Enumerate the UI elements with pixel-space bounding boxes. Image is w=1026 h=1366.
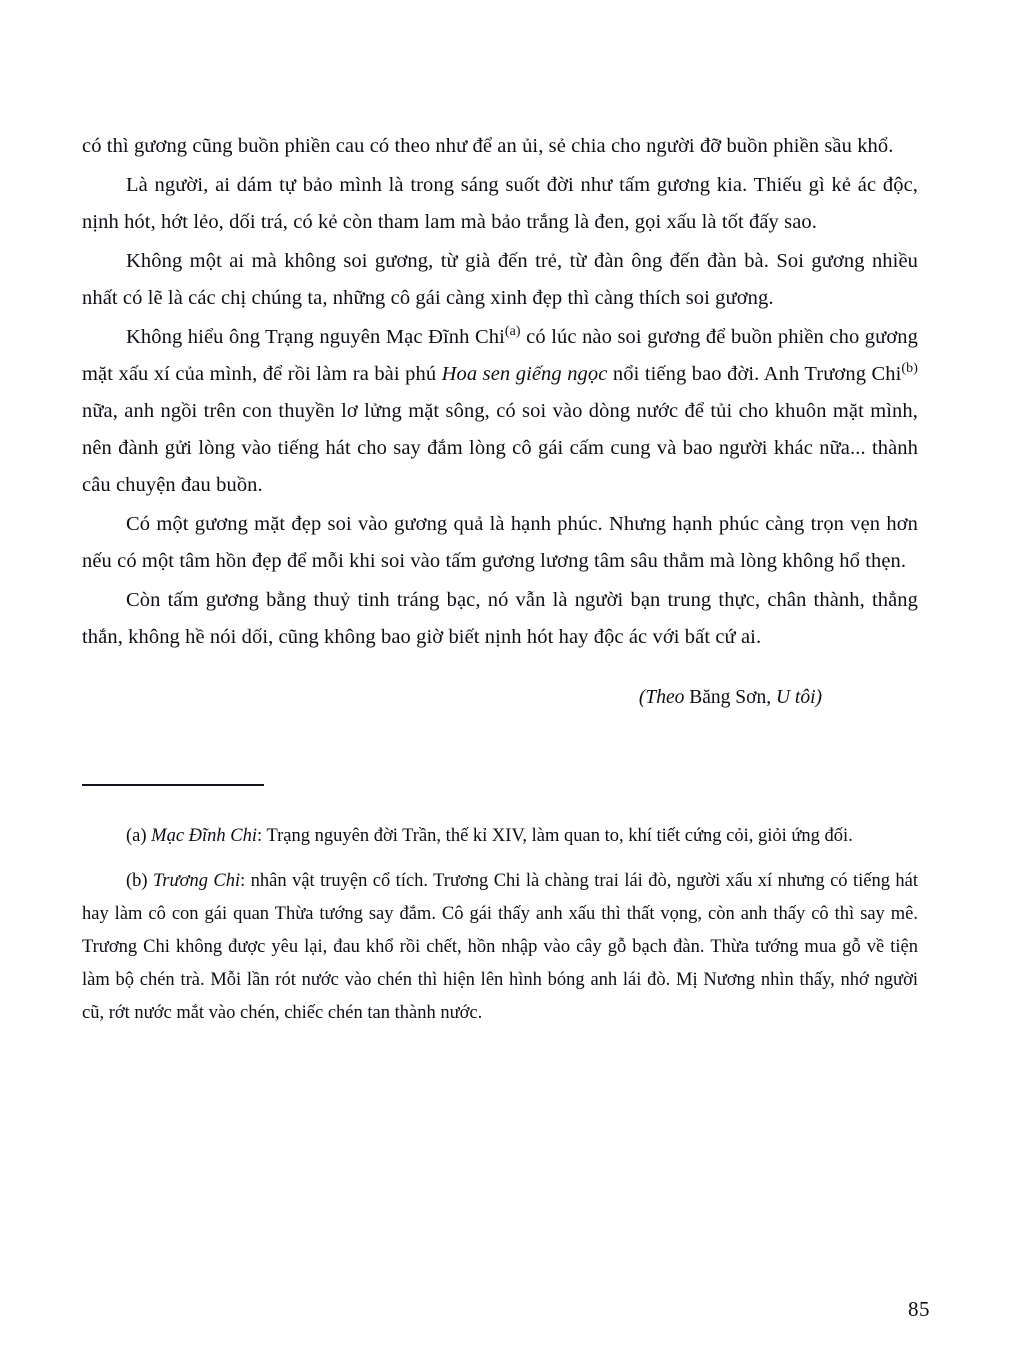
footnote-ref-a: (a) xyxy=(504,324,521,340)
paragraph: Có một gương mặt đẹp soi vào gương quả là hạnh phúc. Nhưng hạnh phúc càng trọn vẹn hơn nếu có một tâm hồn đẹp để mỗi khi soi vào tấm gương lương tâm sâu thẳm mà lòng không hổ thẹn. xyxy=(82,513,918,572)
paragraph-segment: nổi tiếng bao đời. Anh Trương Chi xyxy=(607,363,902,385)
footnote-term: Mạc Đĩnh Chi xyxy=(151,826,258,846)
footnote-separator xyxy=(82,784,918,804)
footnote-marker: (a) xyxy=(126,826,147,846)
body-text xyxy=(82,128,918,656)
paragraph-segment: Không hiểu ông Trạng nguyên Mạc Đĩnh Chi xyxy=(126,326,505,348)
footnote-marker: (b) xyxy=(126,871,148,891)
work-title: Hoa sen giếng ngọc xyxy=(441,363,608,385)
footnotes xyxy=(82,820,918,1030)
footnote-text: : Trạng nguyên đời Trần, thế kỉ XIV, làm quan to, khí tiết cứng cỏi, giỏi ứng đối. xyxy=(257,826,853,846)
footnote-term: Trương Chi xyxy=(153,871,241,891)
footnote-text: : nhân vật truyện cổ tích. Trương Chi là chàng trai lái đò, người xấu xí nhưng có tiếng hát hay làm cô con gái quan Thừa tướng say đắm. Cô gái thấy anh xấu thì thất vọng, còn anh thấy cô thì say mê. Trương Chi không được yêu lại, đau khổ rồi chết, hồn nhập vào cây gỗ bạch đàn. Thừa tướng mua gỗ về tiện làm bộ chén trà. Mỗi lần rót nước vào chén thì hiện lên hình bóng anh lái đò. Mị Nương nhìn thấy, nhớ người cũ, rớt nước mắt vào chén, chiếc chén tan thành nước. xyxy=(82,871,918,1023)
attribution-author: Băng Sơn, xyxy=(689,687,772,708)
attribution xyxy=(82,682,918,714)
footnote-item xyxy=(82,820,918,853)
paragraph: Không một ai mà không soi gương, từ già đến trẻ, từ đàn ông đến đàn bà. Soi gương nhiều nhất có lẽ là các chị chúng ta, những cô gái càng xinh đẹp thì càng thích soi gương. xyxy=(82,250,918,309)
paragraph-segment: có lúc nào soi gương để buồn phiền cho gương mặt xấu xí của mình, để rồi làm ra bài phú xyxy=(82,326,918,385)
page-number: 85 xyxy=(908,1297,930,1321)
attribution-prefix: (Theo xyxy=(638,687,685,708)
footnote-rule xyxy=(82,784,264,786)
footnote-item xyxy=(82,865,918,1030)
paragraph: Là người, ai dám tự bảo mình là trong sáng suốt đời như tấm gương kia. Thiếu gì kẻ ác độc, nịnh hót, hớt lẻo, dối trá, có kẻ còn tham lam mà bảo trắng là đen, gọi xấu là tốt đấy sao. xyxy=(82,174,918,233)
paragraph-segment: nữa, anh ngồi trên con thuyền lơ lửng mặt sông, có soi vào dòng nước để tủi cho khuôn mặt mình, nên đành gửi lòng vào tiếng hát cho say đắm lòng cô gái cấm cung và bao người khác nữa... thành câu chuyện đau buồn. xyxy=(82,400,918,496)
attribution-source: U tôi) xyxy=(775,687,822,708)
footnote-ref-b: (b) xyxy=(901,361,918,377)
paragraph: Còn tấm gương bằng thuỷ tinh tráng bạc, nó vẫn là người bạn trung thực, chân thành, thẳng thắn, không hề nói dối, cũng không bao giờ biết nịnh hót hay độc ác với bất cứ ai. xyxy=(82,589,918,648)
paragraph-with-footnotes xyxy=(82,319,918,504)
paragraph: có thì gương cũng buồn phiền cau có theo như để an ủi, sẻ chia cho người đỡ buồn phiền sầu khổ. xyxy=(82,135,894,157)
